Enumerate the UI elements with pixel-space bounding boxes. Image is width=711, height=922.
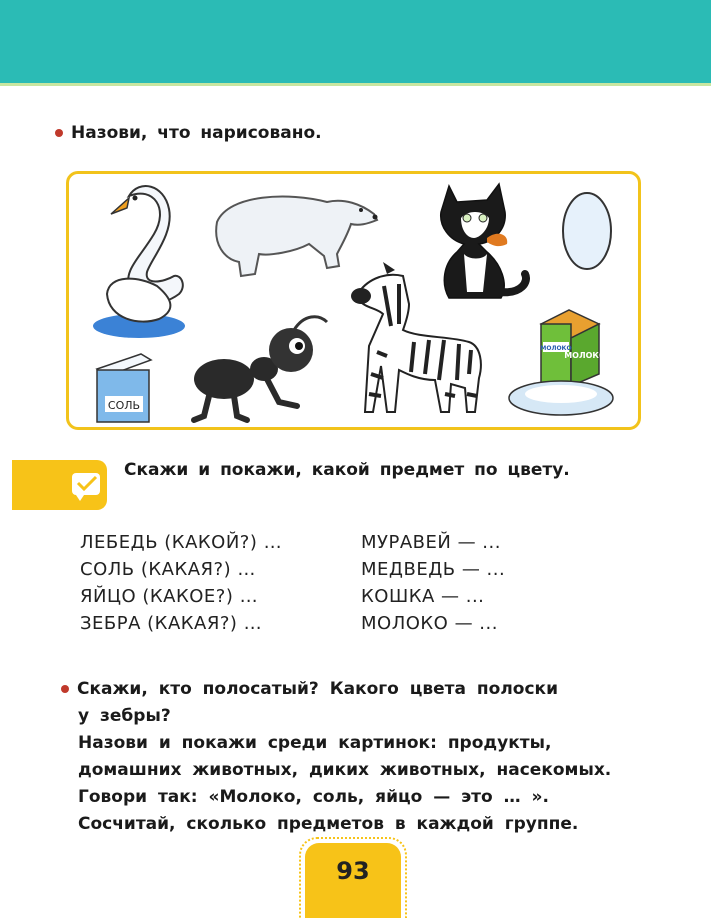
- task-line: Говори так: «Молоко, соль, яйцо — это … ».: [78, 787, 549, 807]
- word-item: МОЛОКО — ...: [361, 613, 498, 634]
- section3-text: [62, 676, 611, 838]
- word-item: МУРАВЕЙ — ...: [361, 532, 501, 553]
- section2-title: Скажи и покажи, какой предмет по цвету.: [124, 460, 570, 480]
- section1-heading: [55, 123, 322, 143]
- task-line: Скажи, кто полосатый? Какого цвета полоски: [77, 679, 558, 699]
- task-line: Назови и покажи среди картинок: продукты,: [78, 733, 552, 753]
- word-list-left: [80, 529, 282, 637]
- illustrations: [69, 174, 644, 433]
- section2-heading: [124, 460, 570, 480]
- polar-bear-illustration: [216, 197, 377, 276]
- swan-illustration: [93, 186, 185, 338]
- word-item: МЕДВЕДЬ — ...: [361, 559, 506, 580]
- task-line: у зебры?: [78, 706, 171, 726]
- bullet-dot-icon: [61, 685, 69, 693]
- top-color-band: [0, 0, 711, 86]
- task-line: Сосчитай, сколько предметов в каждой группе.: [78, 814, 579, 834]
- milk-label: МОЛОКО: [564, 351, 606, 360]
- word-item: ЗЕБРА (КАКАЯ?) …: [80, 613, 263, 634]
- word-item: СОЛЬ (КАКАЯ?) …: [80, 559, 256, 580]
- milk-carton-illustration: [540, 310, 606, 386]
- egg-illustration: [563, 193, 611, 269]
- section1-title: Назови, что нарисовано.: [71, 123, 322, 143]
- page-number: [305, 843, 401, 918]
- page-number-text: 93: [336, 857, 370, 885]
- salt-box-illustration: [97, 354, 151, 422]
- word-item: КОШКА — ...: [361, 586, 485, 607]
- word-item: ЛЕБЕДЬ (КАКОЙ?) …: [80, 532, 283, 553]
- task-tab: [12, 460, 107, 510]
- picture-frame: [66, 171, 641, 430]
- bullet-dot-icon: [55, 129, 63, 137]
- cat-illustration: [441, 184, 526, 298]
- word-item: ЯЙЦО (КАКОЕ?) …: [80, 586, 259, 607]
- speech-check-icon: [72, 473, 100, 495]
- ant-illustration: [194, 317, 327, 420]
- svg-text:МОЛОКО: МОЛОКО: [540, 345, 572, 352]
- word-list-right: [361, 529, 505, 637]
- task-line: домашних животных, диких животных, насекомых.: [78, 760, 612, 780]
- salt-label: СОЛЬ: [107, 399, 141, 412]
- milk-plate-illustration: [509, 381, 613, 415]
